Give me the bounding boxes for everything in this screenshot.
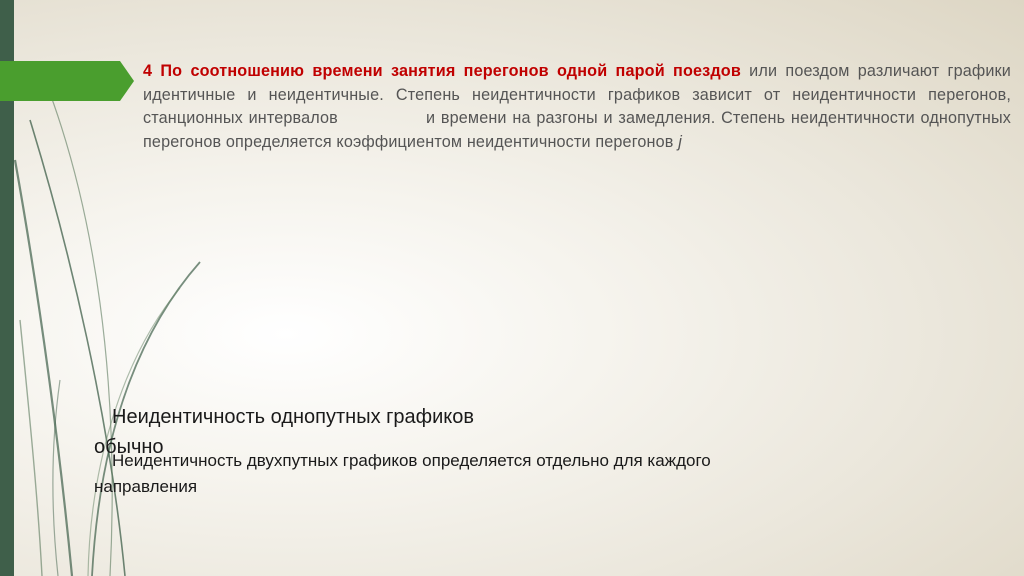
single-track-continuation: обычно	[94, 436, 164, 458]
paragraph-part2: и времени на разгоны и замедления. Степень неидентичности однопутных перегонов определяется коэффициентом неидентичности перегонов	[143, 109, 1011, 151]
main-paragraph	[143, 60, 1011, 154]
green-arrow-shape	[0, 61, 135, 101]
single-track-heading: Неидентичность однопутных графиков	[112, 406, 475, 428]
double-track-continuation: направления	[94, 477, 198, 496]
paragraph-highlight: 4 По соотношению времени занятия перегонов одной парой поездов	[143, 62, 741, 80]
paragraph-symbol: j	[678, 132, 682, 151]
paragraph-part1: или поездом различают графики идентичные и неидентичные. Степень неидентичности графиков зависит от неидентичности перегонов, станционных интервалов	[143, 62, 1011, 128]
double-track-text: Неидентичность двухпутных графиков определяется отдельно для каждого	[112, 451, 711, 470]
